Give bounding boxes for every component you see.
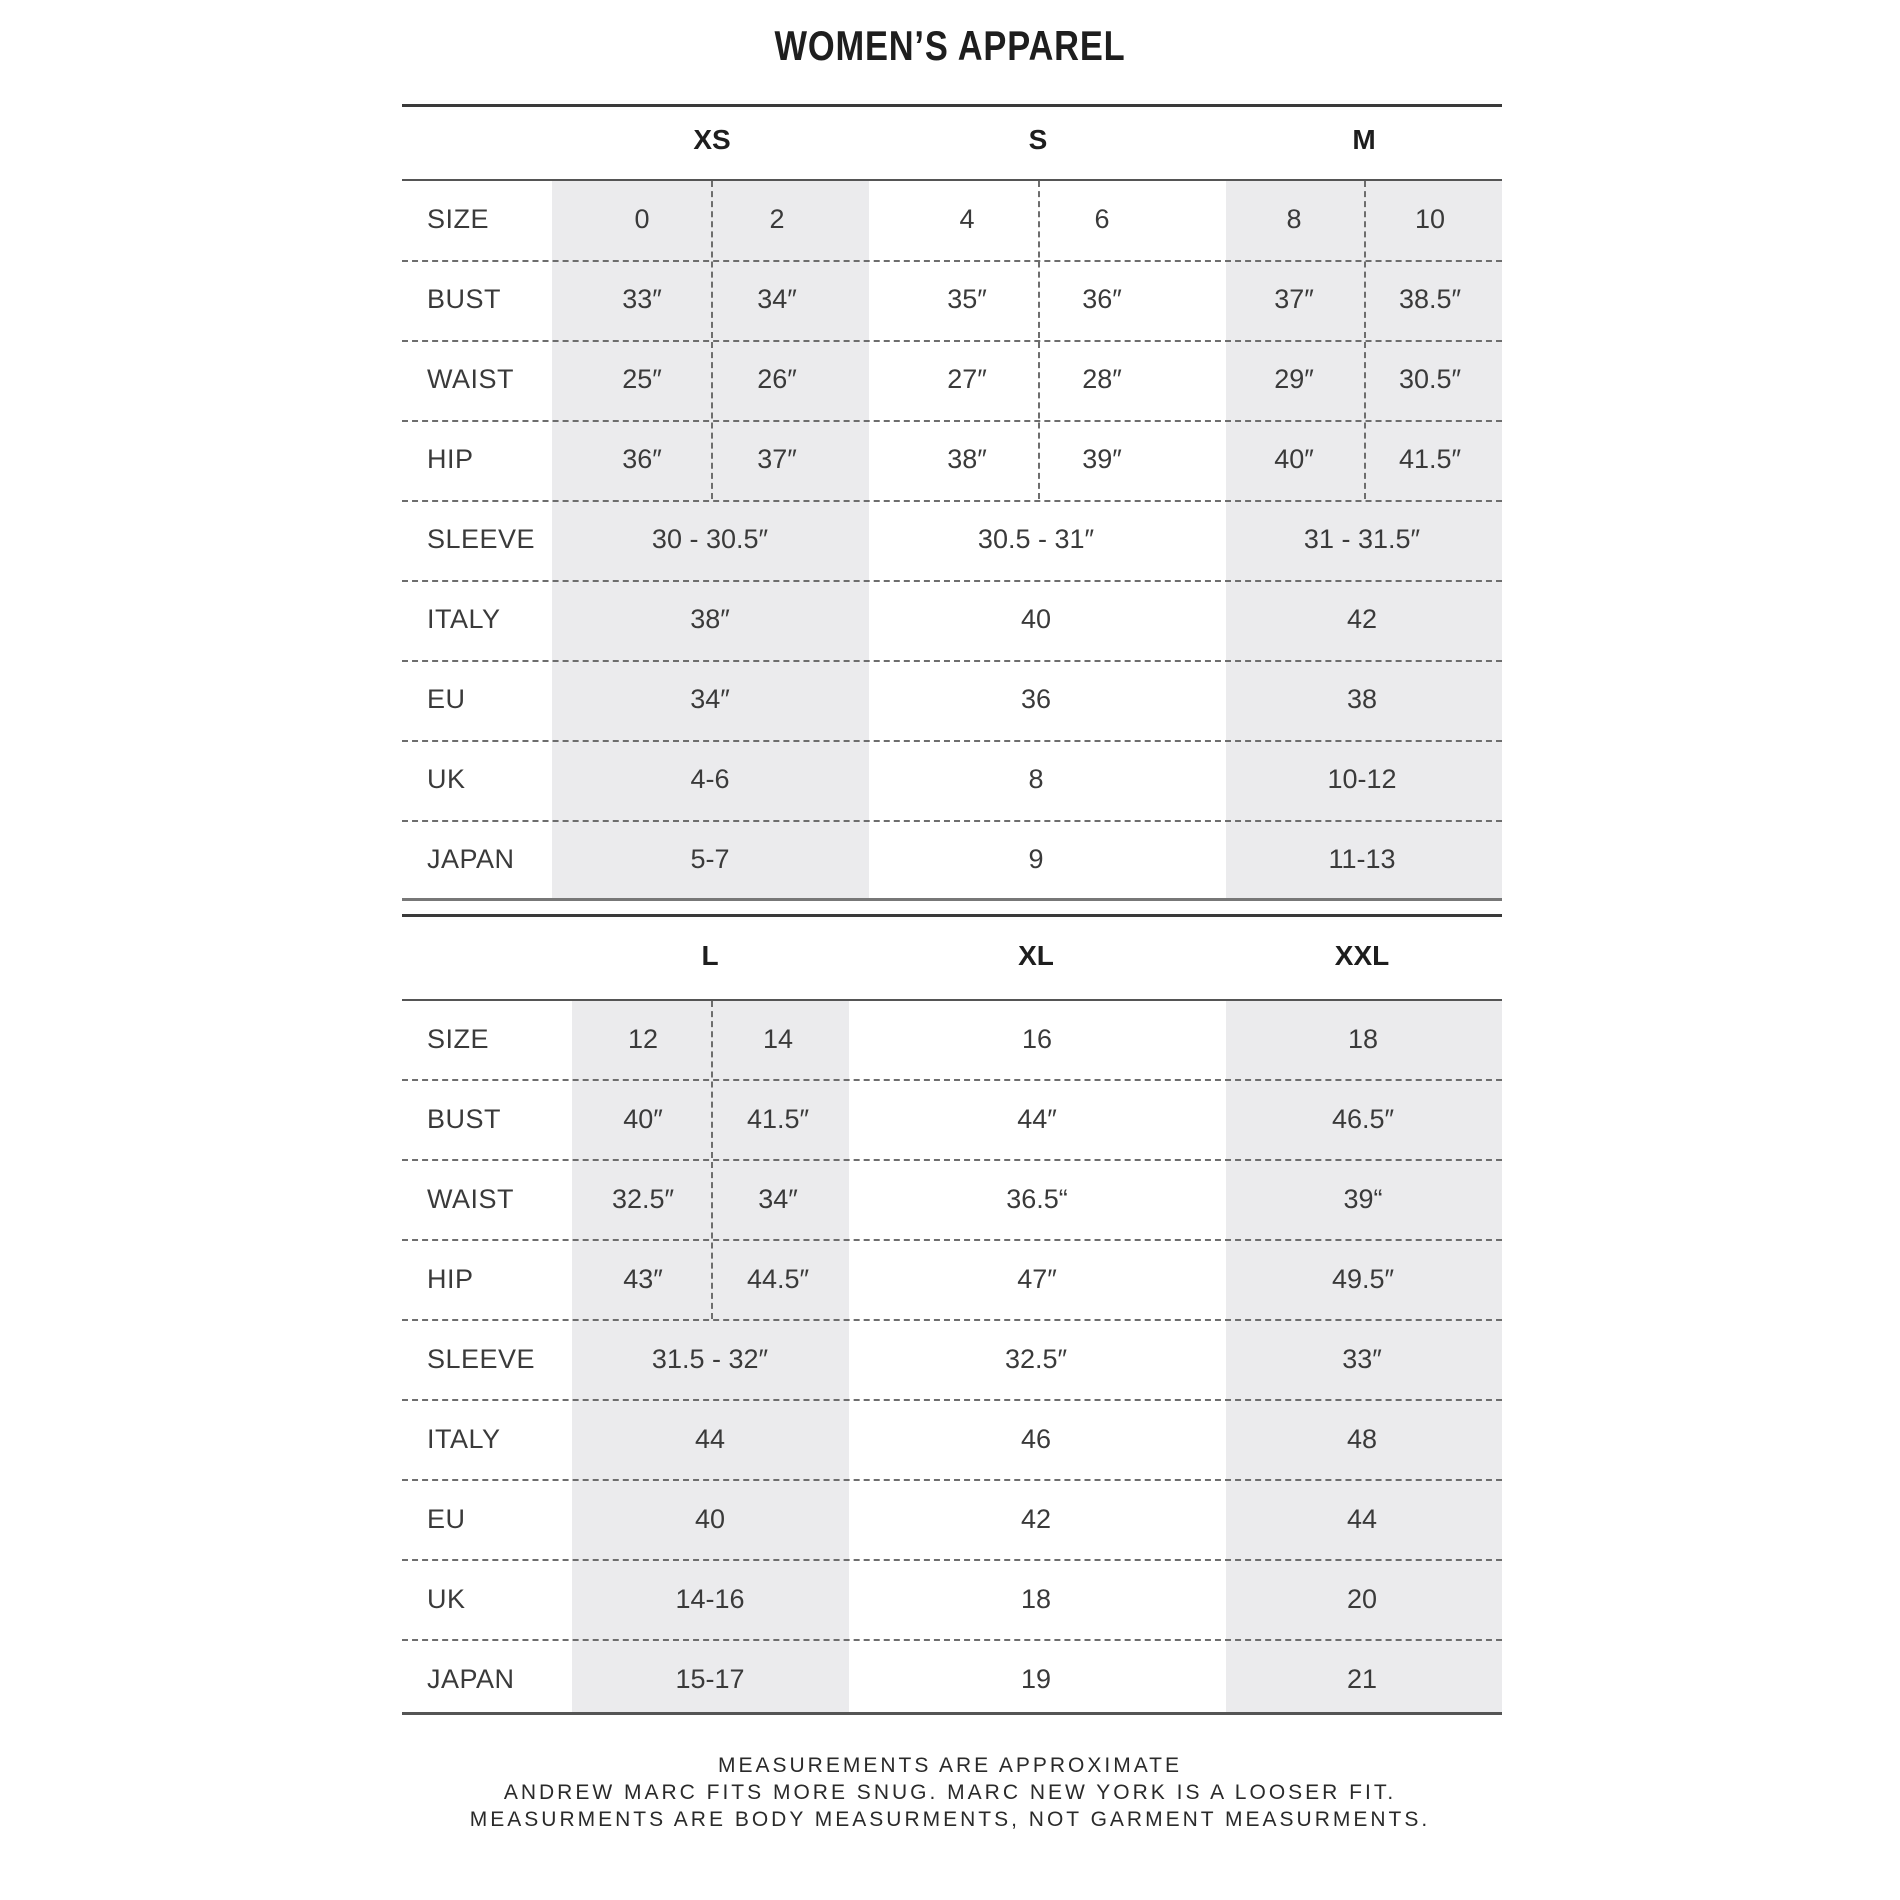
waist-cell: 34″	[758, 1184, 798, 1214]
size-cell: 8	[1286, 204, 1302, 234]
page-title: WOMEN’S APPAREL	[774, 22, 1126, 69]
eu-cell: 42	[1020, 1504, 1052, 1534]
size-cell: 18	[1347, 1024, 1379, 1054]
italy-cell: 48	[1346, 1424, 1378, 1454]
italy-cell: 38″	[690, 604, 730, 634]
italy-cell: 42	[1346, 604, 1378, 634]
row-label-eu: EU	[427, 684, 466, 714]
row-divider	[402, 580, 1502, 582]
row-divider	[402, 740, 1502, 742]
waist-cell: 39“	[1343, 1184, 1383, 1214]
header-rule	[402, 999, 1502, 1001]
hip-cell: 43″	[623, 1264, 663, 1294]
bust-cell: 37″	[1274, 284, 1314, 314]
size-cell: 16	[1021, 1024, 1053, 1054]
size-group-header: XXL	[1334, 940, 1390, 971]
sleeve-cell: 30 - 30.5″	[651, 524, 769, 554]
uk-cell: 14-16	[675, 1584, 745, 1614]
row-divider	[402, 820, 1502, 822]
row-label-waist: WAIST	[427, 1184, 514, 1214]
bust-cell: 34″	[757, 284, 797, 314]
japan-cell: 11-13	[1328, 844, 1396, 874]
row-divider	[402, 420, 1502, 422]
row-divider	[402, 500, 1502, 502]
hip-cell: 49.5″	[1331, 1264, 1395, 1294]
hip-cell: 41.5″	[1398, 444, 1462, 474]
table-top-rule	[402, 914, 1502, 917]
waist-cell: 25″	[622, 364, 662, 394]
eu-cell: 34″	[690, 684, 730, 714]
header-rule	[402, 179, 1502, 181]
table-bottom-rule	[402, 1712, 1502, 1715]
row-label-size: SIZE	[427, 204, 490, 234]
size-cell: 2	[769, 204, 785, 234]
hip-cell: 39″	[1082, 444, 1122, 474]
table-top-rule	[402, 104, 1502, 107]
footnote-line: MEASUREMENTS ARE APPROXIMATE	[717, 1754, 1183, 1777]
row-divider	[402, 1239, 1502, 1241]
uk-cell: 10-12	[1327, 764, 1397, 794]
row-divider	[402, 1559, 1502, 1561]
hip-cell: 47″	[1017, 1264, 1057, 1294]
row-label-uk: UK	[427, 764, 466, 794]
bust-cell: 40″	[623, 1104, 663, 1134]
row-label-sleeve: SLEEVE	[427, 1344, 536, 1374]
bust-cell: 36″	[1082, 284, 1122, 314]
row-label-eu: EU	[427, 1504, 466, 1534]
footnote-line: MEASURMENTS ARE BODY MEASURMENTS, NOT GARMENT MEASURMENTS.	[469, 1808, 1431, 1831]
hip-cell: 38″	[947, 444, 987, 474]
size-cell: 14	[762, 1024, 794, 1054]
row-label-waist: WAIST	[427, 364, 514, 394]
waist-cell: 28″	[1082, 364, 1122, 394]
row-label-italy: ITALY	[427, 1424, 501, 1454]
eu-cell: 38	[1346, 684, 1378, 714]
row-divider	[402, 1079, 1502, 1081]
size-cell: 0	[634, 204, 650, 234]
table-bottom-rule	[402, 898, 1502, 901]
sleeve-cell: 30.5 - 31″	[977, 524, 1095, 554]
eu-cell: 44	[1346, 1504, 1378, 1534]
japan-cell: 9	[1028, 844, 1044, 874]
size-group-header: S	[1028, 124, 1048, 155]
size-group-header: L	[701, 940, 719, 971]
italy-cell: 40	[1020, 604, 1052, 634]
size-cell: 10	[1414, 204, 1446, 234]
bust-cell: 38.5″	[1398, 284, 1462, 314]
bust-cell: 33″	[622, 284, 662, 314]
japan-cell: 5-7	[690, 844, 730, 874]
hip-cell: 40″	[1274, 444, 1314, 474]
size-group-header: XS	[693, 124, 731, 155]
row-divider	[402, 1479, 1502, 1481]
japan-cell: 19	[1020, 1664, 1052, 1694]
eu-cell: 40	[694, 1504, 726, 1534]
japan-cell: 15-17	[675, 1664, 745, 1694]
row-label-japan: JAPAN	[427, 1664, 515, 1694]
row-label-japan: JAPAN	[427, 844, 515, 874]
uk-cell: 20	[1346, 1584, 1378, 1614]
row-label-hip: HIP	[427, 1264, 474, 1294]
italy-cell: 46	[1020, 1424, 1052, 1454]
row-label-uk: UK	[427, 1584, 466, 1614]
row-divider	[402, 1399, 1502, 1401]
row-label-italy: ITALY	[427, 604, 501, 634]
japan-cell: 21	[1346, 1664, 1378, 1694]
size-cell: 12	[627, 1024, 659, 1054]
eu-cell: 36	[1020, 684, 1052, 714]
size-group-header: M	[1352, 124, 1376, 155]
hip-cell: 44.5″	[746, 1264, 810, 1294]
size-table-l-xl-xxl	[402, 914, 1502, 1718]
waist-cell: 29″	[1274, 364, 1314, 394]
row-label-size: SIZE	[427, 1024, 490, 1054]
bust-cell: 35″	[947, 284, 987, 314]
bust-cell: 44″	[1017, 1104, 1057, 1134]
hip-cell: 36″	[622, 444, 662, 474]
waist-cell: 32.5″	[611, 1184, 675, 1214]
uk-cell: 4-6	[690, 764, 730, 794]
bust-cell: 41.5″	[746, 1104, 810, 1134]
sleeve-cell: 31.5 - 32″	[651, 1344, 769, 1374]
row-label-bust: BUST	[427, 1104, 502, 1134]
row-divider	[402, 660, 1502, 662]
size-table-xs-s-m	[402, 104, 1502, 904]
footnotes	[0, 1752, 1900, 1833]
hip-cell: 37″	[757, 444, 797, 474]
row-label-bust: BUST	[427, 284, 502, 314]
waist-cell: 27″	[947, 364, 987, 394]
size-cell: 4	[959, 204, 975, 234]
size-group-header: XL	[1018, 940, 1054, 971]
footnote-line: ANDREW MARC FITS MORE SNUG. MARC NEW YORK IS A LOOSER FIT.	[503, 1781, 1397, 1804]
row-divider	[402, 1319, 1502, 1321]
waist-cell: 30.5″	[1398, 364, 1462, 394]
row-divider	[402, 1639, 1502, 1641]
row-divider	[402, 260, 1502, 262]
size-cell: 6	[1094, 204, 1110, 234]
row-divider	[402, 340, 1502, 342]
uk-cell: 8	[1028, 764, 1044, 794]
uk-cell: 18	[1020, 1584, 1052, 1614]
waist-cell: 36.5“	[1006, 1184, 1068, 1214]
row-label-hip: HIP	[427, 444, 474, 474]
sleeve-cell: 31 - 31.5″	[1303, 524, 1421, 554]
row-divider	[402, 1159, 1502, 1161]
waist-cell: 26″	[757, 364, 797, 394]
bust-cell: 46.5″	[1331, 1104, 1395, 1134]
row-label-sleeve: SLEEVE	[427, 524, 536, 554]
sleeve-cell: 33″	[1342, 1344, 1382, 1374]
sleeve-cell: 32.5″	[1004, 1344, 1068, 1374]
italy-cell: 44	[694, 1424, 726, 1454]
